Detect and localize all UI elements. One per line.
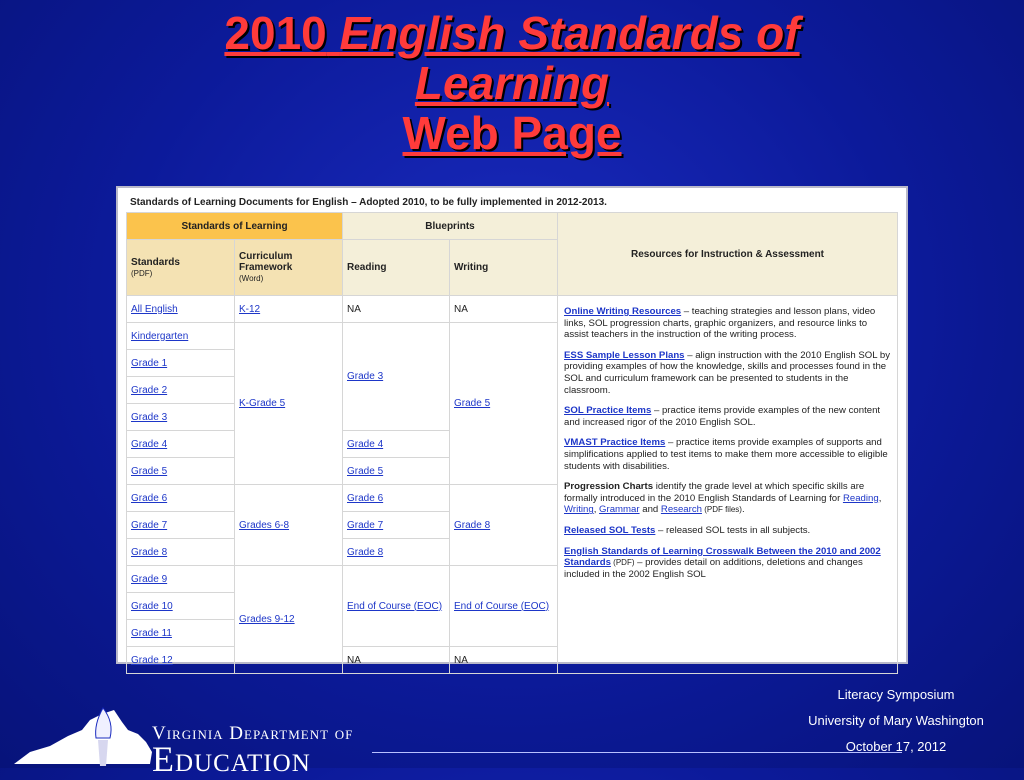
released-sol-tests-text: – released SOL tests in all subjects.: [655, 524, 811, 536]
released-sol-tests-link[interactable]: Released SOL Tests: [564, 524, 656, 536]
title-line-3: Web Page: [402, 107, 622, 159]
framework-link-k-grade-5[interactable]: K-Grade 5: [239, 398, 286, 409]
reading-link-grade-3[interactable]: Grade 3: [347, 371, 384, 382]
standards-link-grade-6[interactable]: Grade 6: [131, 492, 168, 504]
ess-sample-lesson-plans-text: – align instruction with the 2010 English SOL by providing examples of how the knowledge, skills and processes found in the SOL and curriculum framework can be presented to students in the classroom.: [564, 349, 891, 396]
footer-line-1: Literacy Symposium: [837, 687, 955, 702]
org-name-line-1: Virginia Department of: [152, 723, 354, 744]
header-blueprints: Blueprints: [343, 213, 558, 240]
crosswalk-text: – provides detail on additions, deletions and changes included in the 2002 English SOL: [564, 557, 863, 580]
standards-link-all-english[interactable]: All English: [131, 303, 178, 315]
online-writing-resources-link[interactable]: Online Writing Resources: [564, 306, 682, 317]
progression-writing-link[interactable]: Writing: [564, 504, 594, 516]
progression-charts-paragraph: [564, 481, 891, 516]
reading-link-eoc[interactable]: End of Course (EOC): [347, 600, 443, 612]
progression-sep-1: ,: [878, 492, 882, 504]
progression-end: .: [741, 504, 745, 516]
standards-link-kindergarten[interactable]: Kindergarten: [131, 330, 189, 342]
reading-link-grade-5[interactable]: Grade 5: [347, 465, 384, 477]
writing-link-grade-8[interactable]: Grade 8: [454, 519, 491, 531]
reading-link-grade-8[interactable]: Grade 8: [347, 546, 384, 558]
progression-sep-3: and: [639, 504, 661, 516]
progression-pdf-note: (PDF files): [701, 505, 742, 515]
title-year: 2010: [224, 7, 327, 59]
header-standards-of-learning: Standards of Learning: [127, 213, 343, 240]
title-line-1: [0, 8, 1024, 58]
header-framework-note: (Word): [239, 274, 264, 283]
slide-title: [0, 8, 1024, 158]
standards-link-grade-7[interactable]: Grade 7: [131, 519, 168, 531]
standards-link-grade-1[interactable]: Grade 1: [131, 357, 168, 369]
reading-cell-na-2: NA: [343, 647, 450, 674]
progression-grammar-link[interactable]: Grammar: [599, 504, 640, 516]
standards-link-grade-5[interactable]: Grade 5: [131, 465, 168, 477]
header-framework-label: Curriculum Framework: [239, 251, 293, 273]
vmast-practice-items-link[interactable]: VMAST Practice Items: [564, 437, 666, 449]
writing-link-grade-5[interactable]: Grade 5: [454, 398, 491, 409]
reading-cell-na: NA: [343, 296, 450, 323]
progression-reading-link[interactable]: Reading: [842, 492, 879, 504]
progression-sep-2: ,: [593, 504, 600, 516]
vmast-practice-items-text: – practice items provide examples of supports and simplifications applied to test items to make them more accessible to eligible students with disabilities.: [564, 437, 888, 472]
header-standards-note: (PDF): [131, 268, 153, 278]
virginia-state-shape: [14, 710, 152, 764]
reading-link-grade-6[interactable]: Grade 6: [347, 492, 384, 504]
standards-link-grade-2[interactable]: Grade 2: [131, 384, 168, 396]
header-standards: [127, 240, 235, 296]
sol-practice-items-text: – practice items provide examples of the new content and increased rigor of the 2010 English SOL.: [564, 405, 881, 428]
header-writing: Writing: [450, 240, 558, 296]
reading-link-grade-4[interactable]: Grade 4: [347, 438, 384, 450]
reading-link-grade-7[interactable]: Grade 7: [347, 519, 384, 531]
sol-documents-table: [126, 212, 898, 674]
resources-cell: [558, 296, 898, 674]
standards-link-grade-11[interactable]: Grade 11: [131, 627, 172, 639]
webpage-screenshot: [116, 186, 908, 664]
standards-link-grade-9[interactable]: Grade 9: [131, 573, 168, 585]
title-part-1: English Standards of: [339, 7, 800, 59]
footer-line-2: University of Mary Washington: [808, 713, 984, 728]
progression-charts-text: identify the grade level at which specific skills are formally introduced in the 2010 English Standards of Learning for: [564, 481, 865, 504]
progression-charts-label: Progression Charts: [564, 481, 654, 493]
standards-link-grade-8[interactable]: Grade 8: [131, 546, 168, 558]
progression-research-link[interactable]: Research: [660, 504, 702, 516]
online-writing-resources-text: – teaching strategies and lesson plans, video links, SOL progression charts, graphic organizers, and resource links to assist teachers in the instruction of the writing process.: [564, 306, 876, 341]
footer-line-3: October 17, 2012: [845, 739, 947, 754]
header-reading: Reading: [343, 240, 450, 296]
framework-link-k-12[interactable]: K-12: [239, 303, 261, 315]
header-curriculum-framework: [235, 240, 343, 296]
writing-cell-na: NA: [450, 296, 558, 323]
sol-practice-items-link[interactable]: SOL Practice Items: [564, 405, 652, 417]
framework-link-grades-9-12[interactable]: Grades 9-12: [239, 614, 295, 625]
writing-link-eoc[interactable]: End of Course (EOC): [454, 600, 550, 612]
org-name-line-2: Education: [152, 739, 311, 779]
title-line-2: Learning: [414, 57, 610, 109]
standards-link-grade-12[interactable]: Grade 12: [131, 654, 173, 666]
header-standards-label: Standards: [131, 256, 180, 268]
ess-sample-lesson-plans-link[interactable]: ESS Sample Lesson Plans: [564, 349, 685, 361]
standards-link-grade-4[interactable]: Grade 4: [131, 438, 168, 450]
table-caption: Standards of Learning Documents for English – Adopted 2010, to be fully implemented in 2012-2013.: [130, 197, 607, 208]
crosswalk-pdf-note: (PDF): [610, 558, 635, 568]
standards-link-grade-3[interactable]: Grade 3: [131, 411, 168, 423]
framework-link-grades-6-8[interactable]: Grades 6-8: [239, 519, 290, 531]
header-resources: Resources for Instruction & Assessment: [558, 213, 898, 296]
standards-link-grade-10[interactable]: Grade 10: [131, 600, 173, 612]
crosswalk-link[interactable]: English Standards of Learning Crosswalk Between the 2010 and 2002 Standards: [564, 545, 881, 569]
writing-cell-na-2: NA: [450, 647, 558, 674]
